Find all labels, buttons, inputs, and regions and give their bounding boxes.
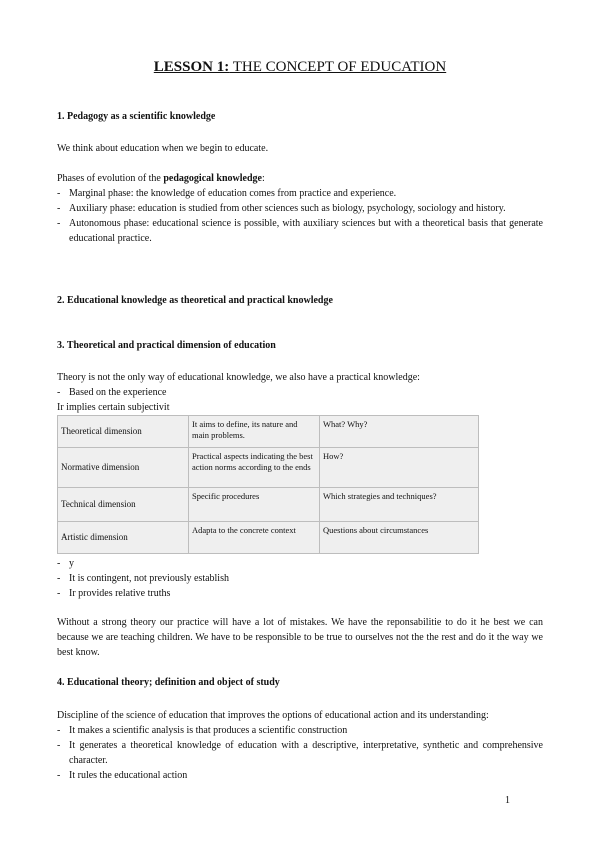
table-cell-question: Questions about circumstances — [320, 522, 479, 554]
title-concept: THE CONCEPT OF EDUCATION — [229, 59, 447, 75]
phases-list — [57, 186, 543, 246]
list-item-text: Based on the experience — [69, 387, 167, 398]
phases-suffix: : — [262, 173, 265, 184]
list-item: - Autonomous phase: educational science is possible, with auxiliary sciences but with a theoretical basis that generate educational practice. — [57, 218, 543, 244]
section-3-intro: Theory is not the only way of educational knowledge, we also have a practical knowledge: — [57, 372, 420, 383]
page-title — [0, 59, 600, 76]
section-1-intro: We think about education when we begin to educate. — [57, 143, 269, 154]
list-item-text: It is contingent, not previously establish — [69, 573, 229, 584]
list-item-text: Ir provides relative truths — [69, 588, 171, 599]
phases-line — [57, 171, 543, 186]
theory-list — [57, 723, 543, 783]
table-row — [58, 522, 479, 554]
table-row — [58, 416, 479, 448]
implies-line: Ir implies certain subjectivit — [57, 402, 170, 413]
table-cell-dimension: Theoretical dimension — [58, 416, 189, 448]
table-row — [58, 448, 479, 488]
list-item: - Auxiliary phase: education is studied from other sciences such as biology, psychology, sociology and history. — [57, 203, 506, 214]
table-row — [58, 488, 479, 522]
table-cell-description: Practical aspects indicating the best action norms according to the ends — [189, 448, 320, 488]
table-cell-description: Adapta to the concrete context — [189, 522, 320, 554]
list-item: - y — [57, 558, 74, 569]
list-item: - Marginal phase: the knowledge of education comes from practice and experience. — [57, 188, 397, 199]
list-item: - It rules the educational action — [57, 770, 188, 781]
table-cell-dimension: Normative dimension — [58, 448, 189, 488]
list-item-text: It makes a scientific analysis is that produces a scientific construction — [69, 725, 348, 736]
section-4-intro: Discipline of the science of education that improves the options of educational action and its understanding: — [57, 710, 489, 721]
list-item: - It makes a scientific analysis is that produces a scientific construction — [57, 725, 348, 736]
section-1-heading: 1. Pedagogy as a scientific knowledge — [57, 111, 216, 122]
list-item: - It generates a theoretical knowledge of education with a descriptive, interpretative, synthetic and comprehensive character. — [57, 740, 543, 766]
section-4-heading: 4. Educational theory; definition and object of study — [57, 677, 280, 688]
page-number: 1 — [505, 795, 510, 806]
table-cell-description: It aims to define, its nature and main problems. — [189, 416, 320, 448]
phases-prefix: Phases of evolution of the — [57, 173, 164, 184]
list-item-text: It rules the educational action — [69, 770, 188, 781]
list-item-text: Marginal phase: the knowledge of education comes from practice and experience. — [69, 188, 397, 199]
practical-list — [57, 385, 543, 400]
list-item-text: Auxiliary phase: education is studied from other sciences such as biology, psychology, sociology and history. — [69, 203, 506, 214]
section-3-closing: Without a strong theory our practice will have a lot of mistakes. We have the reponsabilitie to do it he best we can because we are teaching children. We have to be responsible to be true to ourselves not the the rest and do it the way we best know. — [57, 617, 543, 658]
list-item: - Based on the experience — [57, 387, 167, 398]
title-lesson: LESSON 1: — [153, 59, 230, 75]
list-item-text: It generates a theoretical knowledge of education with a descriptive, interpretative, synthetic and comprehensive character. — [69, 740, 543, 766]
list-item-text: Autonomous phase: educational science is possible, with auxiliary sciences but with a theoretical basis that generate educational practice. — [69, 218, 543, 244]
table-cell-question: Which strategies and techniques? — [320, 488, 479, 522]
dimensions-table — [57, 415, 479, 554]
phases-bold: pedagogical knowledge — [163, 173, 262, 184]
section-2-heading: 2. Educational knowledge as theoretical and practical knowledge — [57, 295, 333, 306]
table-cell-question: How? — [320, 448, 479, 488]
list-item-text: y — [69, 558, 74, 569]
table-cell-dimension: Artistic dimension — [58, 522, 189, 554]
table-cell-description: Specific procedures — [189, 488, 320, 522]
table-cell-dimension: Technical dimension — [58, 488, 189, 522]
section-3-heading: 3. Theoretical and practical dimension of education — [57, 340, 276, 351]
list-item: - Ir provides relative truths — [57, 588, 171, 599]
subjectivity-list — [57, 556, 543, 601]
table-cell-question: What? Why? — [320, 416, 479, 448]
list-item: - It is contingent, not previously establish — [57, 573, 229, 584]
